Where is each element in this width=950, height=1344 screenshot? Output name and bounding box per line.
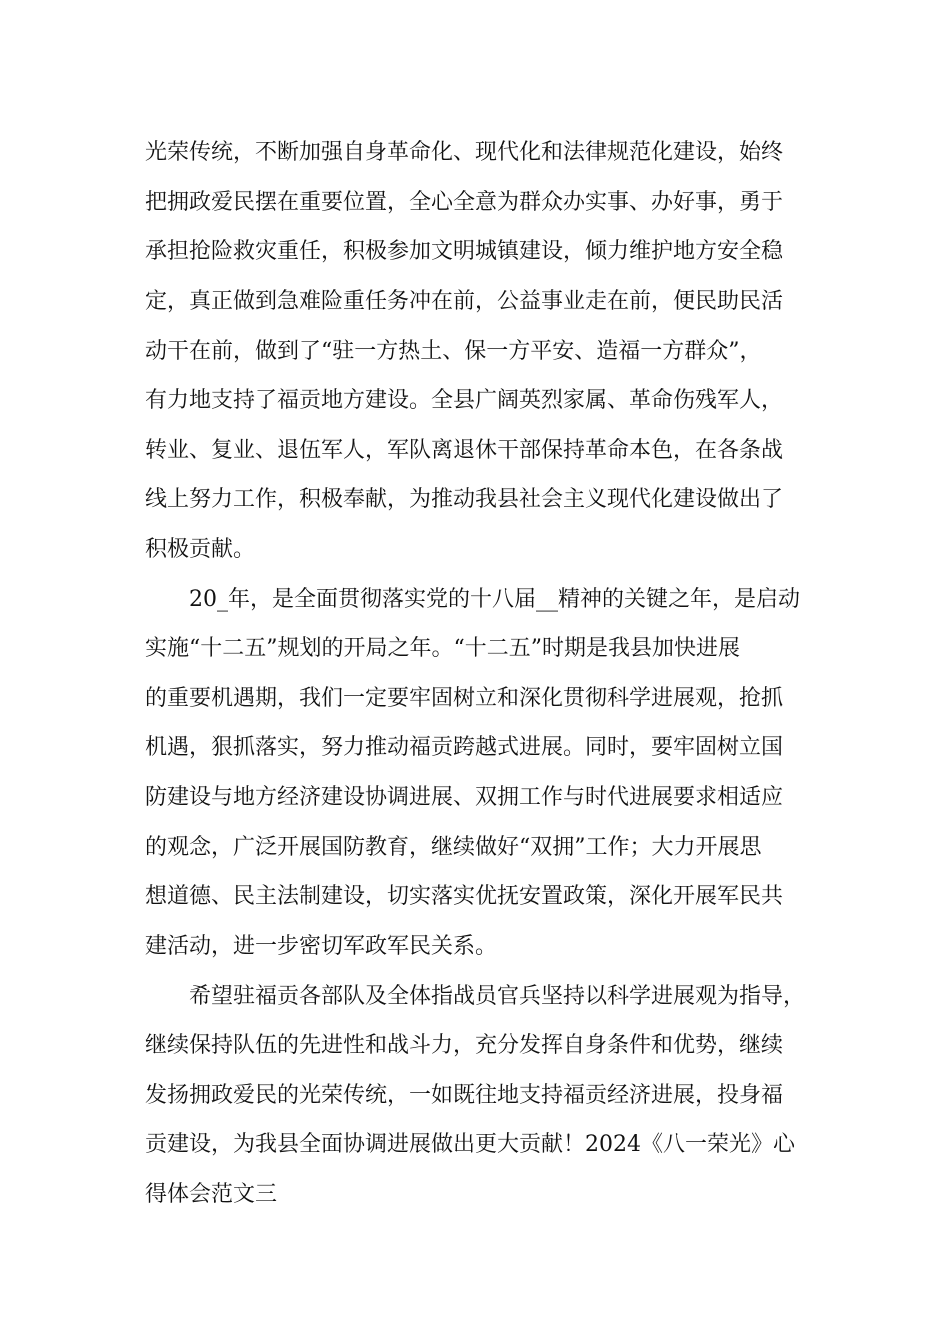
- text-line: 贡建设，为我县全面协调进展做出更大贡献！2024《八一荣光》心: [145, 1132, 795, 1157]
- text-line: 想道德、民主法制建设，切实落实优抚安置政策，深化开展军民共: [145, 884, 784, 909]
- text-line: 希望驻福贡各部队及全体指战员官兵坚持以科学进展观为指导，: [189, 984, 806, 1009]
- text-line: 的观念，广泛开展国防教育，继续做好“双拥”工作；大力开展思: [145, 835, 762, 860]
- text-line: 把拥政爱民摆在重要位置，全心全意为群众办实事、办好事，勇于: [145, 190, 784, 215]
- text-line: 建活动，进一步密切军政军民关系。: [145, 934, 498, 959]
- text-line: 积极贡献。: [145, 537, 256, 562]
- text-line: 机遇，狠抓落实，努力推动福贡跨越式进展。同时，要牢固树立国: [145, 735, 784, 760]
- text-line: 实施“十二五”规划的开局之年。“十二五”时期是我县加快进展: [145, 636, 740, 661]
- text-line: 20_年，是全面贯彻落实党的十八届__精神的关键之年，是启动: [189, 587, 800, 612]
- text-line: 定，真正做到急难险重任务冲在前，公益事业走在前，便民助民活: [145, 289, 784, 314]
- text-line: 得体会范文三: [145, 1182, 278, 1207]
- text-line: 发扬拥政爱民的光荣传统，一如既往地支持福贡经济进展，投身福: [145, 1083, 784, 1108]
- text-line: 有力地支持了福贡地方建设。全县广阔英烈家属、革命伤残军人，: [145, 388, 784, 413]
- text-line: 动干在前，做到了“驻一方热土、保一方平安、造福一方群众”，: [145, 339, 762, 364]
- text-line: 的重要机遇期，我们一定要牢固树立和深化贯彻科学进展观，抢抓: [145, 686, 784, 711]
- text-line: 继续保持队伍的先进性和战斗力，充分发挥自身条件和优势，继续: [145, 1033, 784, 1058]
- text-line: 光荣传统，不断加强自身革命化、现代化和法律规范化建设，始终: [145, 140, 784, 165]
- text-line: 转业、复业、退伍军人，军队离退休干部保持革命本色，在各条战: [145, 438, 784, 463]
- text-line: 线上努力工作，积极奉献，为推动我县社会主义现代化建设做出了: [145, 487, 784, 512]
- text-line: 防建设与地方经济建设协调进展、双拥工作与时代进展要求相适应: [145, 785, 784, 810]
- text-line: 承担抢险救灾重任，积极参加文明城镇建设，倾力维护地方安全稳: [145, 239, 784, 264]
